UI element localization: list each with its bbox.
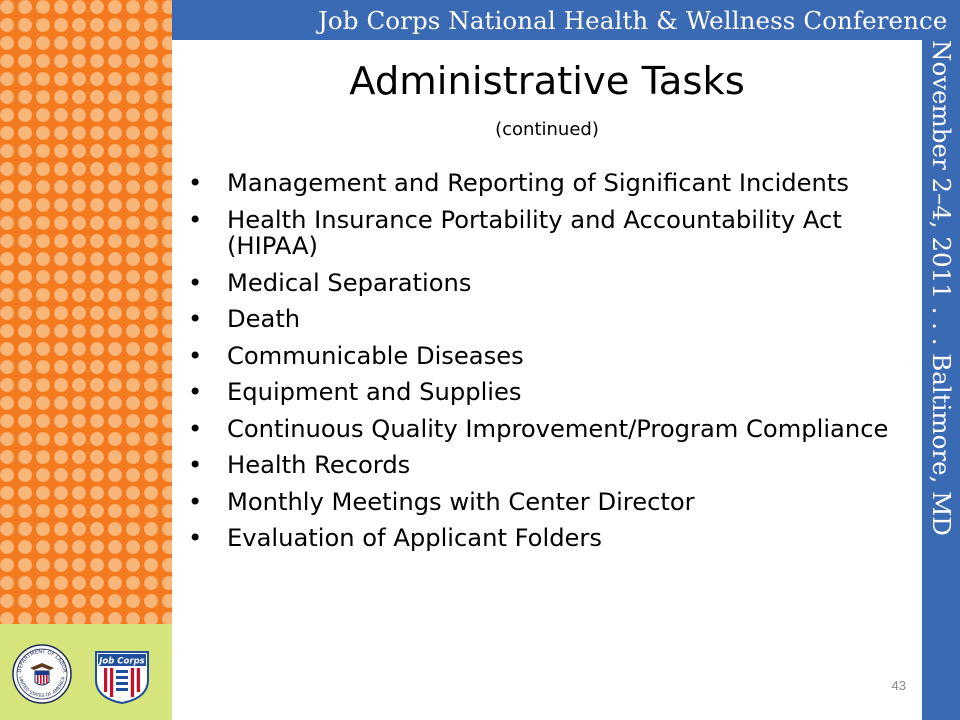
list-item [188, 416, 898, 443]
list-item-label: Monthly Meetings with Center Director [227, 487, 695, 516]
bullet-icon: • [188, 451, 203, 479]
job-corps-logo-icon [92, 644, 152, 704]
list-item-label: Health Records [227, 451, 411, 479]
seal-text-top: DEPARTMENT OF LABOR [16, 648, 68, 674]
list-item-label: Evaluation of Applicant Folders [227, 524, 602, 552]
bullet-icon: • [188, 524, 203, 552]
list-item [188, 343, 898, 370]
list-item-label: Medical Separations [227, 268, 472, 297]
bullet-icon: • [188, 487, 203, 516]
list-item-label: Continuous Quality Improvement/Program Compliance [227, 414, 889, 443]
orange-dotted-strip [0, 0, 172, 632]
bullet-icon: • [188, 305, 203, 333]
page-number: 43 [891, 678, 906, 693]
list-item-label: Health Insurance Portability and Accountability Act (HIPAA) [227, 205, 842, 260]
list-item-label: Equipment and Supplies [227, 378, 522, 406]
list-item [188, 379, 898, 406]
list-item [188, 207, 898, 260]
bullet-icon: • [188, 414, 203, 443]
list-item [188, 489, 898, 516]
list-item-label: Management and Reporting of Significant Incidents [227, 169, 849, 197]
bullet-icon: • [188, 205, 203, 234]
bullet-icon: • [188, 169, 203, 197]
seal-text-bottom: UNITED STATES OF AMERICA [17, 676, 67, 700]
bullet-icon: • [188, 341, 203, 370]
list-item [188, 170, 898, 197]
conference-title: Job Corps National Health & Wellness Conference [318, 6, 948, 35]
list-item [188, 525, 898, 552]
list-item [188, 306, 898, 333]
task-list [188, 170, 898, 562]
job-corps-label: Job Corps [99, 656, 145, 667]
department-of-labor-seal-icon [12, 644, 72, 704]
conference-dates-location: November 2–4, 2011 . . . Baltimore, MD [927, 40, 956, 536]
list-item-label: Death [227, 305, 301, 333]
list-item-label: Communicable Diseases [227, 341, 524, 370]
bullet-icon: • [188, 378, 203, 406]
list-item [188, 452, 898, 479]
list-item [188, 270, 898, 297]
slide-subtitle: (continued) [495, 119, 599, 140]
bullet-icon: • [188, 268, 203, 297]
slide-title: Administrative Tasks [349, 59, 745, 104]
